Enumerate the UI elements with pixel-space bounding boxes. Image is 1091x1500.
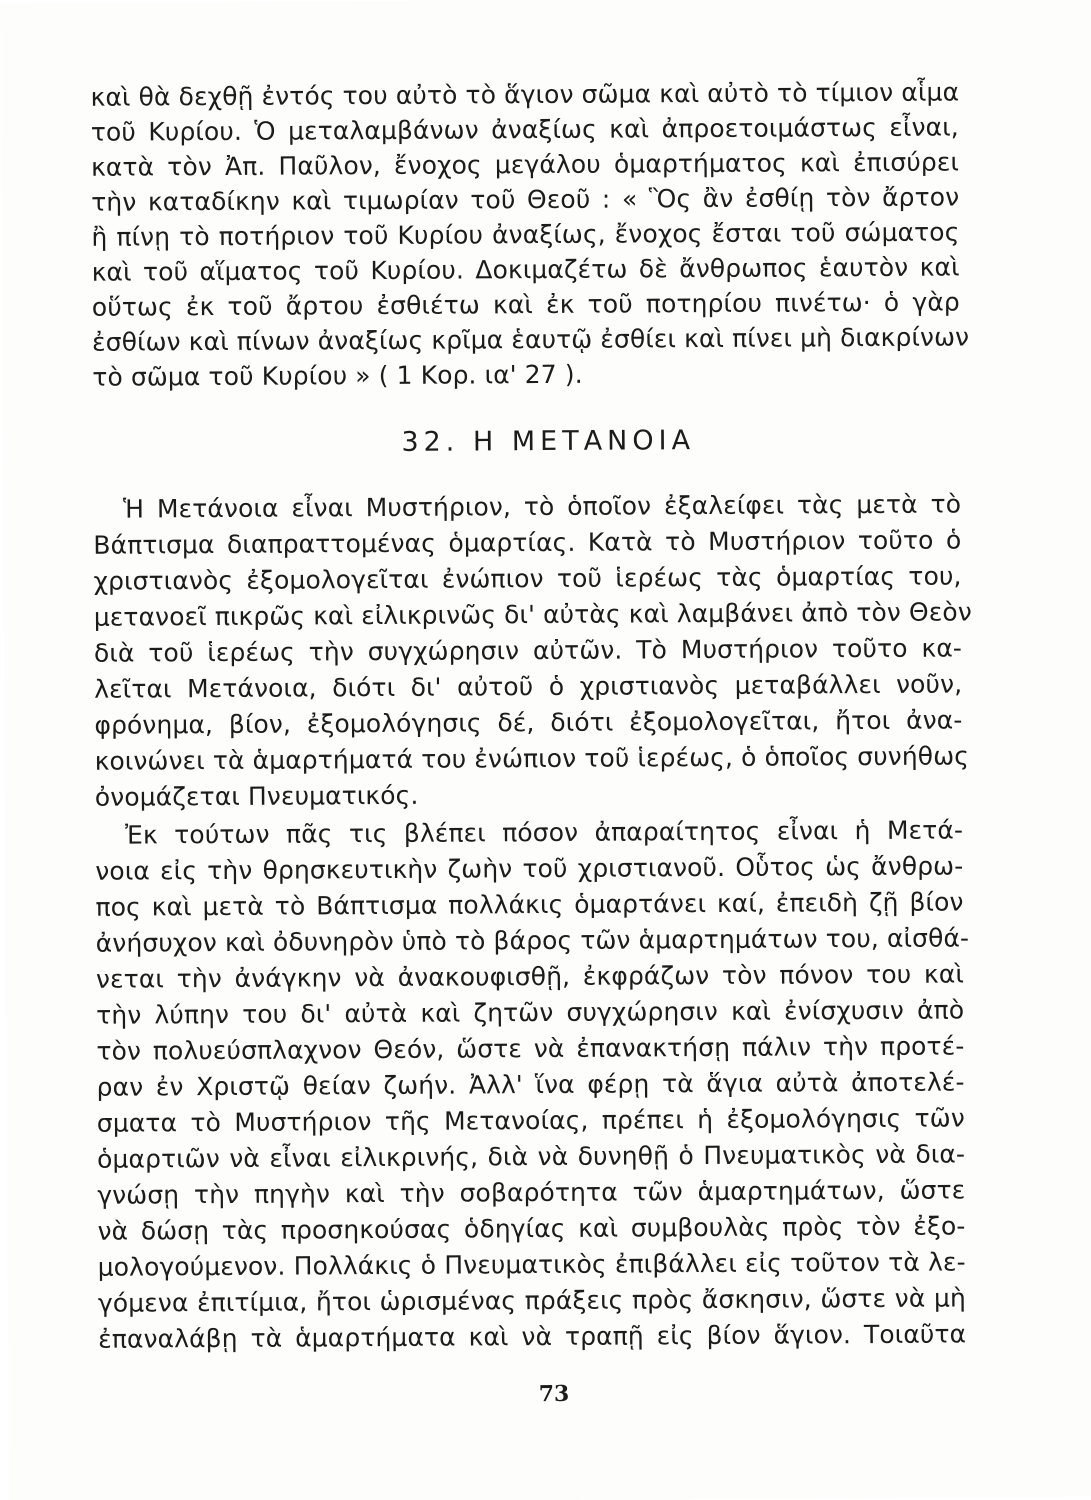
section-heading: 32. Η ΜΕΤΑΝΟΙΑ	[401, 425, 696, 458]
text-line: ἢ πίνῃ τὸ ποτήριον τοῦ Κυρίου ἀναξίως, ἔνοχος ἔσται τοῦ σώματος	[91, 217, 960, 252]
text-line: φρόνημα, βίον, ἐξομολόγησις δέ, διότι ἐξομολογεῖται, ἤτοι ἀνα-	[94, 705, 963, 740]
text-line: ἐσθίων καὶ πίνων ἀναξίως κρῖμα ἑαυτῷ ἐσθίει καὶ πίνει μὴ διακρίνων	[91, 322, 970, 357]
text-line: πος καὶ μετὰ τὸ Βάπτισμα πολλάκις ὁμαρτάνει καί, ἐπειδὴ ζῇ βίον	[95, 887, 964, 922]
text-line: οὕτως ἐκ τοῦ ἄρτου ἐσθιέτω καὶ ἐκ τοῦ ποτηρίου πινέτω· ὁ γὰρ	[91, 287, 960, 322]
text-line: νοια εἰς τὴν θρησκευτικὴν ζωὴν τοῦ χριστιανοῦ. Οὗτος ὡς ἄνθρω-	[95, 851, 964, 886]
text-line: τὴν καταδίκην καὶ τιμωρίαν τοῦ Θεοῦ : « Ὃς ἂν ἐσθίῃ τὸν ἄρτον	[91, 182, 960, 217]
text-line: καὶ θὰ δεχθῇ ἐντός του αὐτὸ τὸ ἅγιον σῶμα καὶ αὐτὸ τὸ τίμιον αἷμα	[90, 77, 960, 112]
text-line: νὰ δώσῃ τὰς προσηκούσας ὁδηγίας καὶ συμβουλὰς πρὸς τὸν ἐξο-	[97, 1211, 966, 1246]
text-line: κατὰ τὸν Ἀπ. Παῦλον, ἔνοχος μεγάλου ὁμαρτήματος καὶ ἐπισύρει	[90, 147, 960, 182]
paragraph-first-line: Ἡ Μετάνοια εἶναι Μυστήριον, τὸ ὁποῖον ἐξαλείφει τὰς μετὰ τὸ	[123, 489, 962, 524]
text-line: Βάπτισμα διαπραττομένας ὁμαρτίας. Κατὰ τὸ Μυστήριον τοῦτο ὁ	[93, 525, 962, 560]
text-line: νεται τὴν ἀνάγκην νὰ ἀνακουφισθῇ, ἐκφράζων τὸν πόνον του καὶ	[95, 959, 965, 994]
text-line: τὸν πολυεύσπλαχνον Θεόν, ὥστε νὰ ἐπανακτήσῃ πάλιν τὴν προτέ-	[96, 1031, 965, 1066]
text-line: ραν ἐν Χριστῷ θείαν ζωήν. Ἀλλ' ἵνα φέρῃ τὰ ἅγια αὐτὰ ἀποτελέ-	[96, 1067, 965, 1102]
text-line: ἀνήσυχον καὶ ὀδυνηρὸν ὑπὸ τὸ βάρος τῶν ἁμαρτημάτων του, αἰσθά-	[95, 923, 970, 958]
text-line: ὁμαρτιῶν νὰ εἶναι εἰλικρινής, διὰ νὰ δυνηθῇ ὁ Πνευματικὸς νὰ δια-	[96, 1139, 966, 1174]
paragraph-first-line: Ἐκ τούτων πᾶς τις βλέπει πόσον ἀπαραίτητος εἶναι ἡ Μετά-	[125, 815, 964, 850]
text-line: μολογούμενον. Πολλάκις ὁ Πνευματικὸς ἐπιβάλλει εἰς τοῦτον τὰ λε-	[97, 1247, 966, 1282]
text-line: τὴν λύπην του δι' αὐτὰ καὶ ζητῶν συγχώρησιν καὶ ἐνίσχυσιν ἀπὸ	[96, 995, 965, 1030]
text-line: τὸ σῶμα τοῦ Κυρίου » ( 1 Κορ. ια' 27 ).	[92, 359, 583, 392]
text-line: γνώσῃ τὴν πηγὴν καὶ τὴν σοβαρότητα τῶν ἁμαρτημάτων, ὥστε	[97, 1175, 966, 1210]
text-line: μετανοεῖ πικρῶς καὶ εἰλικρινῶς δι' αὐτὰς καὶ λαμβάνει ἀπὸ τὸν Θεὸν	[93, 597, 972, 632]
text-line: λεῖται Μετάνοια, διότι δι' αὐτοῦ ὁ χριστιανὸς μεταβάλλει νοῦν,	[94, 669, 963, 704]
text-line: καὶ τοῦ αἵματος τοῦ Κυρίου. Δοκιμαζέτω δὲ ἄνθρωπος ἑαυτὸν καὶ	[91, 252, 960, 287]
text-line: ὀνομάζεται Πνευματικός.	[94, 780, 419, 812]
text-line: χριστιανὸς ἐξομολογεῖται ἐνώπιον τοῦ ἱερέως τὰς ὁμαρτίας του,	[93, 561, 962, 596]
text-line: ἐπαναλάβῃ τὰ ἁμαρτήματα καὶ νὰ τραπῇ εἰς βίον ἅγιον. Τοιαῦτα	[98, 1319, 967, 1354]
text-line: σματα τὸ Μυστήριον τῆς Μετανοίας, πρέπει ἡ ἐξομολόγησις τῶν	[96, 1103, 965, 1138]
text-line: κοινώνει τὰ ἁμαρτήματά του ἐνώπιον τοῦ ἱερέως, ὁ ὁποῖος συνήθως	[94, 741, 970, 776]
page-number: 73	[538, 1380, 570, 1408]
text-line: τοῦ Κυρίου. Ὁ μεταλαμβάνων ἀναξίως καὶ ἀπροετοιμάστως εἶναι,	[90, 112, 959, 147]
text-line: διὰ τοῦ ἱερέως τὴν συγχώρησιν αὐτῶν. Τὸ Μυστήριον τοῦτο κα-	[93, 633, 963, 668]
text-line: γόμενα ἐπιτίμια, ἤτοι ὡρισμένας πράξεις πρὸς ἄσκησιν, ὥστε νὰ μὴ	[97, 1283, 967, 1318]
